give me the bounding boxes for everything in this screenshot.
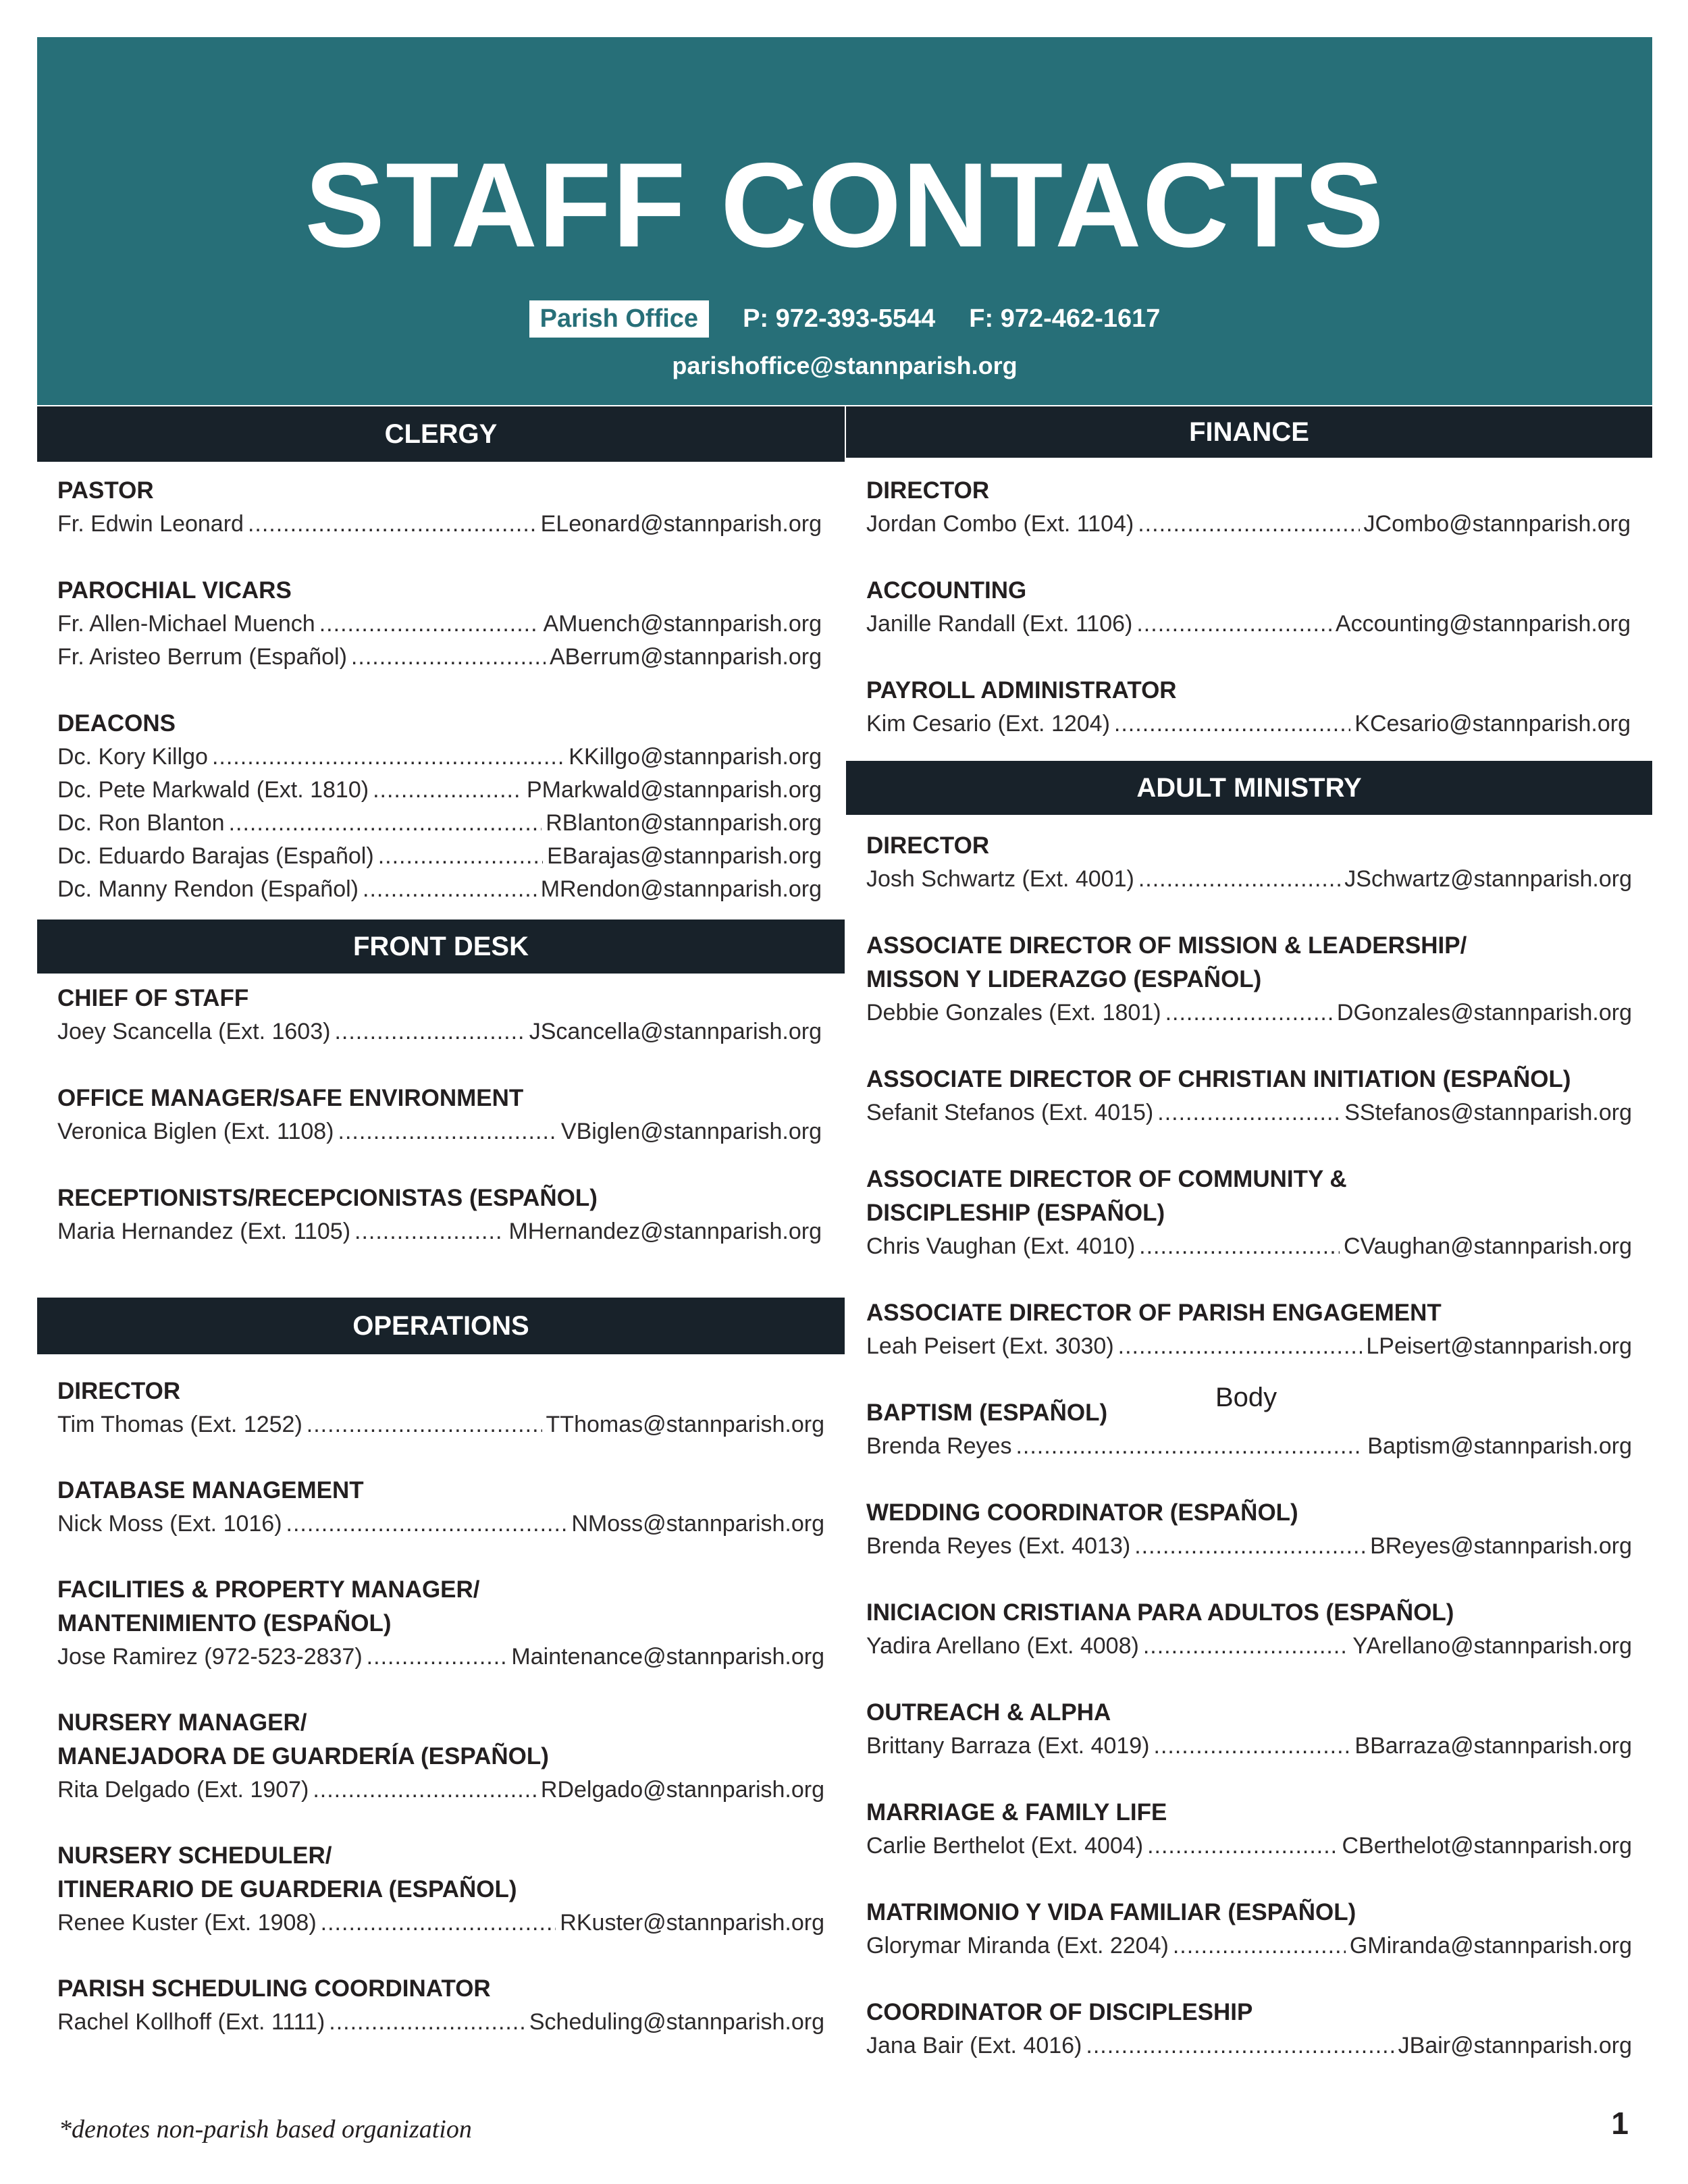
role-title: NURSERY SCHEDULER/ ITINERARIO DE GUARDERIA (ESPAÑOL) — [57, 1842, 517, 1902]
contact-entry — [866, 863, 1632, 896]
contact-name: Dc. Pete Markwald (Ext. 1810) — [57, 777, 369, 803]
contact-email[interactable]: LPeisert@stannparish.org — [1366, 1333, 1632, 1359]
dot-leader — [378, 840, 543, 873]
role-title: COORDINATOR OF DISCIPLESHIP — [866, 1999, 1253, 2025]
contact-name: Rita Delgado (Ext. 1907) — [57, 1777, 309, 1803]
contact-name: Rachel Kollhoff (Ext. 1111) — [57, 2009, 325, 2035]
parish-office-badge: Parish Office — [529, 300, 709, 338]
dot-leader — [1143, 1630, 1348, 1663]
contact-name: Joey Scancella (Ext. 1603) — [57, 1019, 331, 1044]
dot-leader — [248, 508, 537, 541]
contact-name: Maria Hernandez (Ext. 1105) — [57, 1219, 351, 1244]
role-group — [57, 1839, 824, 1940]
role-title: PAROCHIAL VICARS — [57, 577, 292, 604]
dot-leader — [212, 741, 564, 774]
role-group — [57, 982, 822, 1048]
dot-leader — [286, 1508, 568, 1541]
contact-name: Sefanit Stefanos (Ext. 4015) — [866, 1100, 1154, 1125]
contact-email[interactable]: CVaughan@stannparish.org — [1343, 1233, 1632, 1259]
role-group — [57, 1375, 824, 1441]
finance-header: FINANCE — [846, 406, 1652, 458]
clergy-header: CLERGY — [37, 406, 845, 462]
contact-email[interactable]: NMoss@stannparish.org — [571, 1511, 824, 1537]
dot-leader — [1139, 1230, 1340, 1263]
role-group — [866, 1063, 1632, 1129]
contact-entry — [866, 708, 1631, 741]
parish-office-contact-line — [37, 300, 1652, 338]
role-title: MARRIAGE & FAMILY LIFE — [866, 1799, 1167, 1826]
contact-name: Chris Vaughan (Ext. 4010) — [866, 1233, 1136, 1259]
contact-email[interactable]: JScancella@stannparish.org — [529, 1019, 822, 1044]
role-group — [866, 1163, 1632, 1263]
role-title: MATRIMONIO Y VIDA FAMILIAR (ESPAÑOL) — [866, 1899, 1356, 1925]
office-phone: P: 972-393-5544 — [743, 304, 936, 333]
contact-name: Jose Ramirez (972-523-2837) — [57, 1644, 363, 1670]
contact-name: Debbie Gonzales (Ext. 1801) — [866, 1000, 1161, 1026]
role-title: DATABASE MANAGEMENT — [57, 1477, 364, 1503]
contact-name: Renee Kuster (Ext. 1908) — [57, 1910, 317, 1936]
role-group — [57, 1573, 824, 1674]
page-number: 1 — [1611, 2106, 1629, 2141]
finance-section — [866, 474, 1631, 741]
contact-email[interactable]: BReyes@stannparish.org — [1370, 1533, 1632, 1559]
dot-leader — [1138, 508, 1359, 541]
dot-leader — [1173, 1929, 1346, 1963]
role-group — [57, 707, 822, 906]
contact-entry — [57, 1641, 824, 1674]
office-fax: F: 972-462-1617 — [969, 304, 1161, 333]
contact-name: Fr. Allen-Michael Muench — [57, 611, 315, 637]
contact-name: Tim Thomas (Ext. 1252) — [57, 1412, 302, 1437]
contact-email[interactable]: JCombo@stannparish.org — [1363, 511, 1631, 537]
dot-leader — [1138, 863, 1340, 896]
role-group — [866, 1796, 1632, 1863]
contact-name: Kim Cesario (Ext. 1204) — [866, 711, 1110, 737]
contact-name: Veronica Biglen (Ext. 1108) — [57, 1119, 334, 1144]
role-title: OFFICE MANAGER/SAFE ENVIRONMENT — [57, 1085, 524, 1111]
contact-email[interactable]: KCesario@stannparish.org — [1354, 711, 1631, 737]
dot-leader — [354, 1215, 504, 1248]
contact-entry — [57, 774, 822, 807]
contact-entry — [57, 1907, 824, 1940]
role-group — [866, 1696, 1632, 1763]
role-group — [57, 474, 822, 541]
contact-name: Jordan Combo (Ext. 1104) — [866, 511, 1134, 537]
contact-email[interactable]: TThomas@stannparish.org — [546, 1412, 824, 1437]
role-group — [57, 574, 822, 674]
contact-email[interactable]: KKillgo@stannparish.org — [569, 744, 822, 770]
office-email[interactable]: parishoffice@stannparish.org — [672, 352, 1018, 379]
front-desk-section — [57, 982, 822, 1248]
role-group — [57, 1474, 824, 1541]
dot-leader — [1136, 608, 1331, 641]
role-group — [866, 829, 1632, 896]
role-group — [866, 1596, 1632, 1663]
operations-header: OPERATIONS — [37, 1298, 845, 1354]
contact-email[interactable]: ABerrum@stannparish.org — [549, 644, 822, 670]
contact-entry — [57, 641, 822, 674]
contact-entry — [57, 508, 822, 541]
dot-leader — [229, 807, 542, 840]
contact-email[interactable]: ELeonard@stannparish.org — [540, 511, 822, 537]
contact-name: Glorymar Miranda (Ext. 2204) — [866, 1933, 1169, 1959]
dot-leader — [1086, 2029, 1394, 2062]
dot-leader — [367, 1641, 508, 1674]
dot-leader — [338, 1115, 557, 1148]
stray-body-label: Body — [1215, 1383, 1277, 1412]
page-title: STAFF CONTACTS — [305, 138, 1385, 272]
dot-leader — [1157, 1096, 1340, 1129]
role-title: FACILITIES & PROPERTY MANAGER/ MANTENIMIENTO (ESPAÑOL) — [57, 1576, 480, 1636]
operations-section — [57, 1375, 824, 2039]
dot-leader — [319, 608, 539, 641]
role-title: PASTOR — [57, 477, 154, 504]
contact-email[interactable]: AMuench@stannparish.org — [543, 611, 822, 637]
contact-email[interactable]: Accounting@stannparish.org — [1335, 611, 1631, 637]
dot-leader — [1118, 1330, 1363, 1363]
contact-email[interactable]: BBarraza@stannparish.org — [1354, 1733, 1632, 1759]
role-title: DEACONS — [57, 710, 176, 737]
role-title: DIRECTOR — [866, 477, 990, 504]
role-title: ASSOCIATE DIRECTOR OF MISSION & LEADERSHIP/ MISSON Y LIDERAZGO (ESPAÑOL) — [866, 932, 1467, 992]
contact-name: Brenda Reyes (Ext. 4013) — [866, 1533, 1131, 1559]
role-group — [866, 1996, 1632, 2062]
contact-email[interactable]: MRendon@stannparish.org — [540, 876, 822, 902]
contact-email[interactable]: Maintenance@stannparish.org — [511, 1644, 824, 1670]
contact-email[interactable]: RDelgado@stannparish.org — [540, 1777, 824, 1803]
contact-entry — [866, 1830, 1632, 1863]
role-group — [57, 1706, 824, 1807]
contact-entry — [866, 1096, 1632, 1129]
contact-entry — [866, 996, 1632, 1030]
contact-email[interactable]: YArellano@stannparish.org — [1352, 1633, 1632, 1659]
contact-email[interactable]: RKuster@stannparish.org — [560, 1910, 824, 1936]
dot-leader — [1154, 1730, 1351, 1763]
dot-leader — [1114, 708, 1350, 741]
contact-entry — [57, 1015, 822, 1048]
dot-leader — [373, 774, 523, 807]
contact-entry — [57, 1215, 822, 1248]
role-group — [866, 674, 1631, 741]
contact-entry — [866, 608, 1631, 641]
role-title: CHIEF OF STAFF — [57, 985, 249, 1011]
contact-email[interactable]: JSchwartz@stannparish.org — [1344, 866, 1632, 892]
contact-entry — [866, 2029, 1632, 2062]
role-title: NURSERY MANAGER/ MANEJADORA DE GUARDERÍA (ESPAÑOL) — [57, 1709, 549, 1769]
contact-email[interactable]: VBiglen@stannparish.org — [560, 1119, 822, 1144]
role-group — [866, 574, 1631, 641]
header-banner — [37, 37, 1652, 405]
adult-ministry-section — [866, 829, 1632, 2062]
contact-name: Carlie Berthelot (Ext. 4004) — [866, 1833, 1144, 1859]
contact-name: Leah Peisert (Ext. 3030) — [866, 1333, 1114, 1359]
role-title: PAYROLL ADMINISTRATOR — [866, 677, 1177, 703]
role-group — [866, 1496, 1632, 1563]
contact-email[interactable]: SStefanos@stannparish.org — [1344, 1100, 1632, 1125]
contact-email[interactable]: CBerthelot@stannparish.org — [1342, 1833, 1632, 1859]
dot-leader — [329, 2006, 525, 2039]
contact-entry — [57, 1408, 824, 1441]
dot-leader — [363, 873, 537, 906]
contact-entry — [57, 608, 822, 641]
contact-name: Janille Randall (Ext. 1106) — [866, 611, 1133, 637]
dot-leader — [1165, 996, 1333, 1030]
contact-email[interactable]: EBarajas@stannparish.org — [547, 843, 822, 869]
role-group — [866, 929, 1632, 1030]
role-title: INICIACION CRISTIANA PARA ADULTOS (ESPAÑOL) — [866, 1599, 1454, 1626]
role-group — [866, 474, 1631, 541]
contact-name: Dc. Manny Rendon (Español) — [57, 876, 359, 902]
dot-leader — [334, 1015, 525, 1048]
contact-name: Josh Schwartz (Ext. 4001) — [866, 866, 1134, 892]
role-group — [57, 1972, 824, 2039]
contact-name: Brittany Barraza (Ext. 4019) — [866, 1733, 1150, 1759]
contact-entry — [866, 1430, 1632, 1463]
contact-email[interactable]: JBair@stannparish.org — [1398, 2033, 1632, 2058]
contact-email[interactable]: Baptism@stannparish.org — [1367, 1433, 1632, 1459]
contact-entry — [57, 873, 822, 906]
contact-email[interactable]: DGonzales@stannparish.org — [1336, 1000, 1632, 1026]
contact-entry — [866, 1530, 1632, 1563]
contact-entry — [57, 840, 822, 873]
role-title: ASSOCIATE DIRECTOR OF CHRISTIAN INITIATION (ESPAÑOL) — [866, 1066, 1571, 1092]
role-title: OUTREACH & ALPHA — [866, 1699, 1111, 1726]
adult-ministry-header: ADULT MINISTRY — [846, 761, 1652, 815]
contact-entry — [57, 2006, 824, 2039]
contact-name: Dc. Eduardo Barajas (Español) — [57, 843, 374, 869]
role-group — [866, 1896, 1632, 1963]
contact-name: Yadira Arellano (Ext. 4008) — [866, 1633, 1139, 1659]
contact-email[interactable]: RBlanton@stannparish.org — [546, 810, 822, 836]
contact-email[interactable]: PMarkwald@stannparish.org — [526, 777, 822, 803]
contact-entry — [866, 1230, 1632, 1263]
role-title: BAPTISM (ESPAÑOL) — [866, 1400, 1108, 1426]
contact-entry — [866, 508, 1631, 541]
contact-entry — [866, 1330, 1632, 1363]
dot-leader — [321, 1907, 556, 1940]
contact-entry — [57, 1508, 824, 1541]
role-group — [57, 1181, 822, 1248]
footer-note: *denotes non-parish based organization — [59, 2115, 472, 2143]
contact-name: Nick Moss (Ext. 1016) — [57, 1511, 282, 1537]
contact-name: Brenda Reyes — [866, 1433, 1012, 1459]
dot-leader — [307, 1408, 542, 1441]
clergy-section — [57, 474, 822, 906]
role-group — [57, 1082, 822, 1148]
dot-leader — [1016, 1430, 1363, 1463]
dot-leader — [1147, 1830, 1338, 1863]
role-title: WEDDING COORDINATOR (ESPAÑOL) — [866, 1499, 1298, 1526]
contact-entry — [57, 1774, 824, 1807]
contact-entry — [866, 1730, 1632, 1763]
dot-leader — [1134, 1530, 1366, 1563]
front-desk-header: FRONT DESK — [37, 920, 845, 974]
contact-entry — [57, 741, 822, 774]
dot-leader — [351, 641, 546, 674]
contact-entry — [57, 1115, 822, 1148]
role-title: DIRECTOR — [866, 832, 990, 859]
role-title: ASSOCIATE DIRECTOR OF COMMUNITY & DISCIPLESHIP (ESPAÑOL) — [866, 1166, 1347, 1226]
contact-entry — [866, 1929, 1632, 1963]
contact-email[interactable]: GMiranda@stannparish.org — [1349, 1933, 1632, 1959]
role-title: DIRECTOR — [57, 1378, 181, 1404]
contact-name: Fr. Aristeo Berrum (Español) — [57, 644, 347, 670]
role-title: PARISH SCHEDULING COORDINATOR — [57, 1975, 491, 2002]
contact-name: Dc. Kory Killgo — [57, 744, 208, 770]
contact-name: Fr. Edwin Leonard — [57, 511, 244, 537]
contact-email[interactable]: MHernandez@stannparish.org — [508, 1219, 822, 1244]
role-title: ASSOCIATE DIRECTOR OF PARISH ENGAGEMENT — [866, 1300, 1442, 1326]
role-title: ACCOUNTING — [866, 577, 1027, 604]
contact-entry — [866, 1630, 1632, 1663]
contact-name: Jana Bair (Ext. 4016) — [866, 2033, 1082, 2058]
role-title: RECEPTIONISTS/RECEPCIONISTAS (ESPAÑOL) — [57, 1185, 598, 1211]
contact-name: Dc. Ron Blanton — [57, 810, 225, 836]
contact-entry — [57, 807, 822, 840]
dot-leader — [313, 1774, 537, 1807]
role-group — [866, 1296, 1632, 1363]
contact-email[interactable]: Scheduling@stannparish.org — [529, 2009, 824, 2035]
